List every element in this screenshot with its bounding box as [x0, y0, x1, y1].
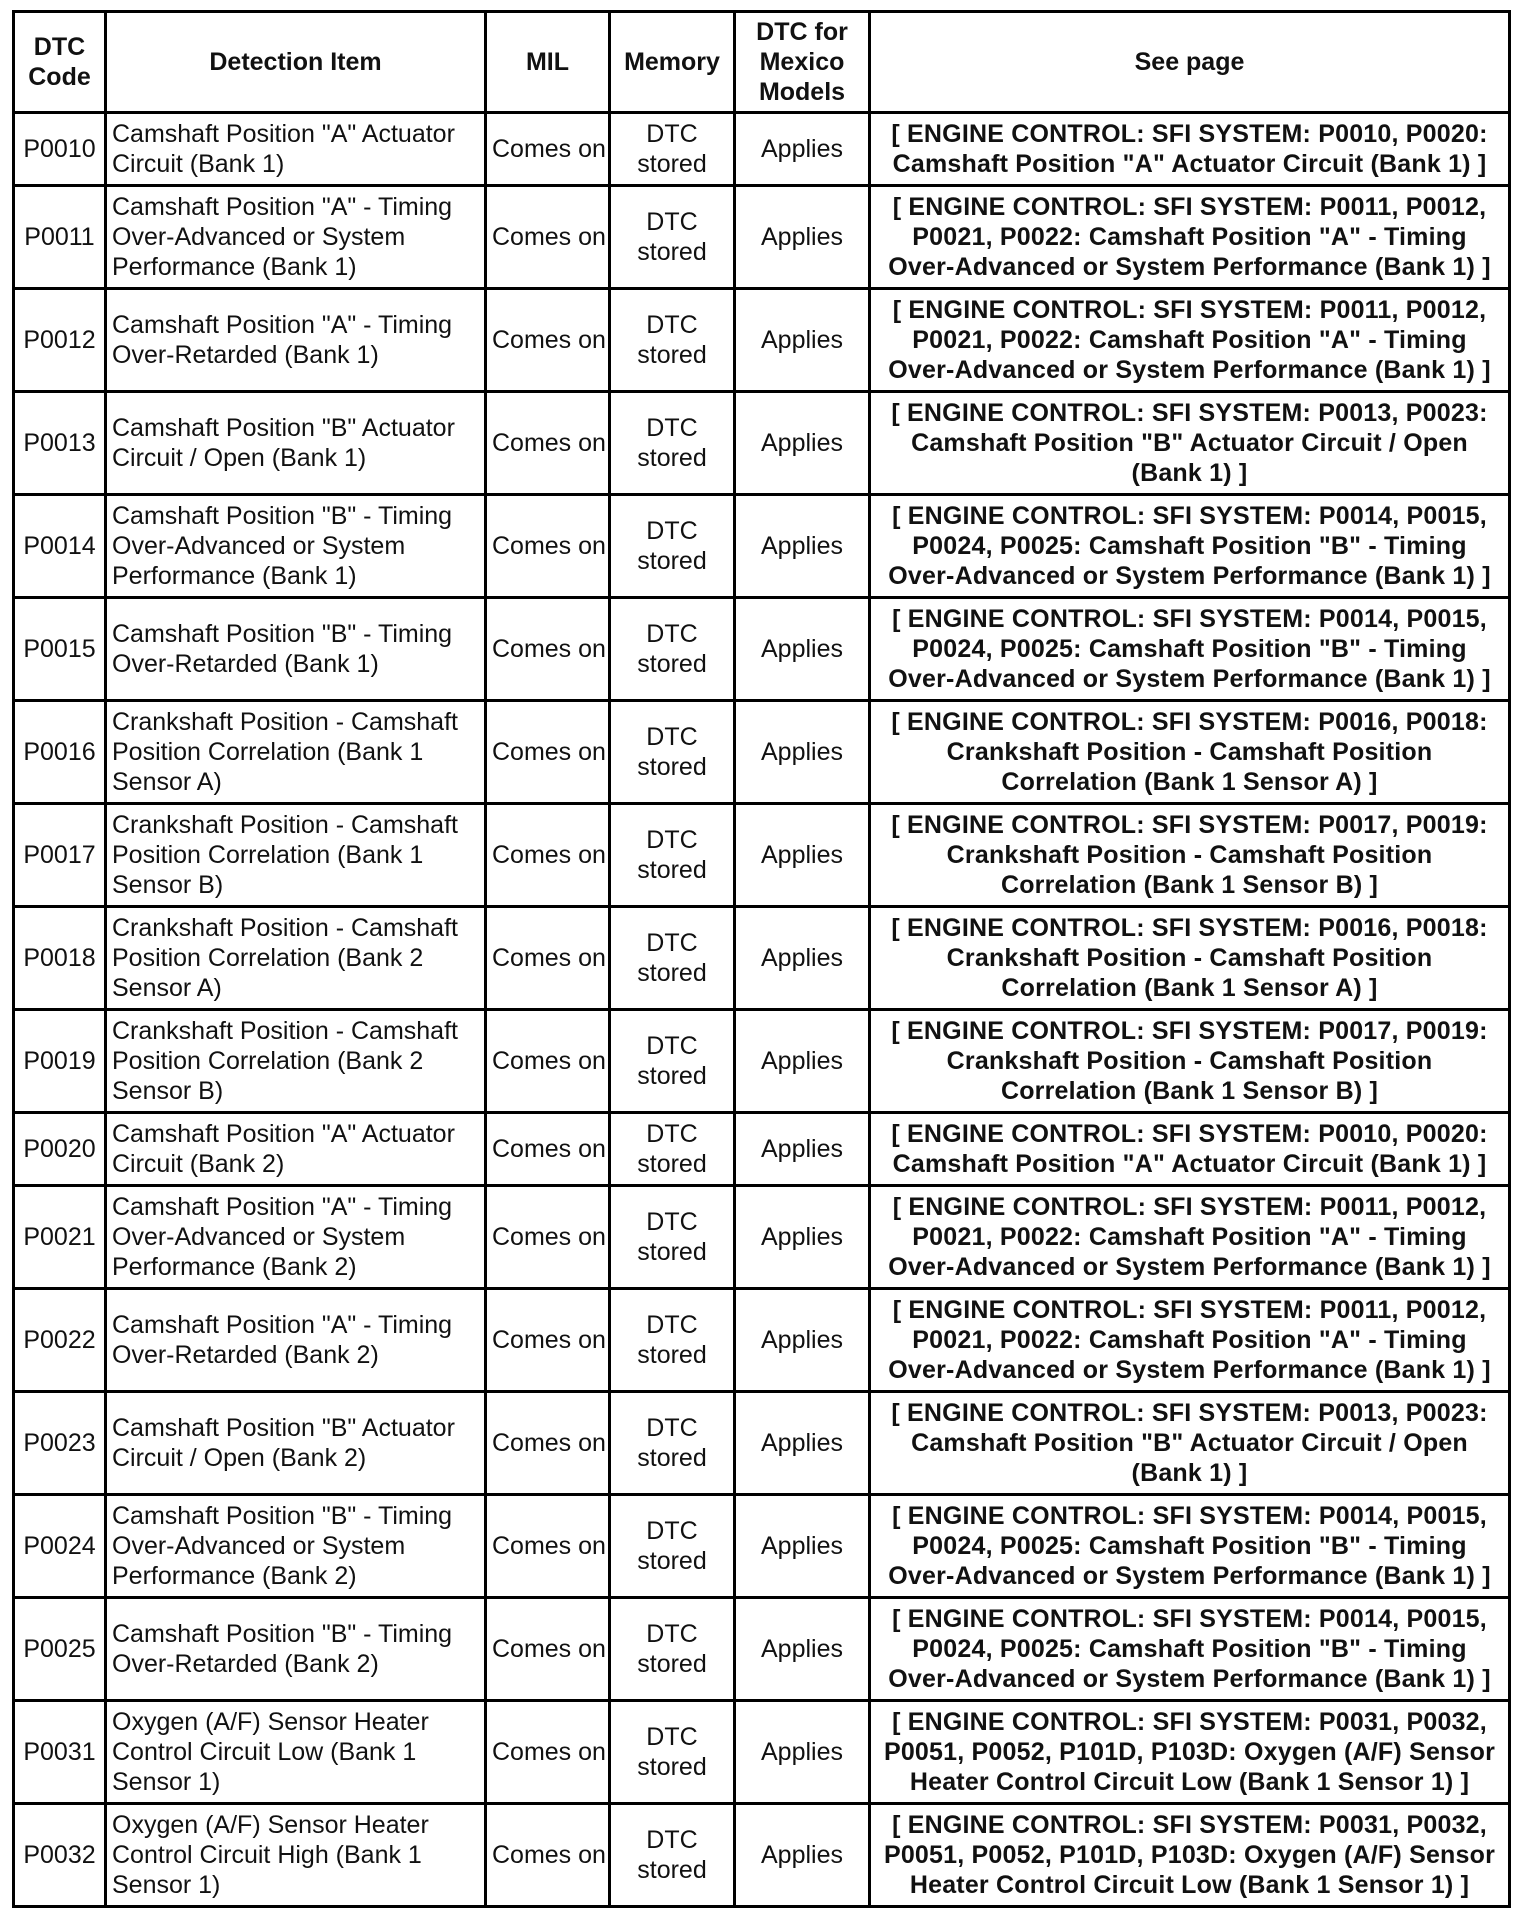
header-mexico: DTC for Mexico Models [735, 12, 870, 113]
mexico-cell: Applies [735, 1010, 870, 1113]
mil-cell: Comes on [486, 1598, 610, 1701]
memory-cell: DTC stored [610, 1392, 735, 1495]
memory-cell: DTC stored [610, 598, 735, 701]
table-row [14, 186, 1510, 289]
memory-cell: DTC stored [610, 1598, 735, 1701]
memory-cell: DTC stored [610, 1186, 735, 1289]
header-mil: MIL [486, 12, 610, 113]
dtc-table-body [14, 113, 1510, 1907]
mil-cell: Comes on [486, 1804, 610, 1907]
dtc-code-cell: P0010 [14, 113, 106, 186]
mexico-cell: Applies [735, 1701, 870, 1804]
header-see-page: See page [870, 12, 1510, 113]
mexico-cell: Applies [735, 598, 870, 701]
mil-cell: Comes on [486, 1495, 610, 1598]
header-dtc-code: DTC Code [14, 12, 106, 113]
detection-item-cell: Camshaft Position "B" - Timing Over-Advanced or System Performance (Bank 2) [106, 1495, 486, 1598]
mexico-cell: Applies [735, 804, 870, 907]
mil-cell: Comes on [486, 1701, 610, 1804]
mil-cell: Comes on [486, 1289, 610, 1392]
dtc-code-cell: P0020 [14, 1113, 106, 1186]
table-row [14, 1701, 1510, 1804]
mil-cell: Comes on [486, 495, 610, 598]
mil-cell: Comes on [486, 1010, 610, 1113]
table-row [14, 392, 1510, 495]
detection-item-cell: Camshaft Position "B" - Timing Over-Advanced or System Performance (Bank 1) [106, 495, 486, 598]
dtc-code-cell: P0016 [14, 701, 106, 804]
dtc-code-cell: P0022 [14, 1289, 106, 1392]
memory-cell: DTC stored [610, 495, 735, 598]
table-row [14, 1113, 1510, 1186]
mexico-cell: Applies [735, 495, 870, 598]
memory-cell: DTC stored [610, 186, 735, 289]
dtc-code-cell: P0014 [14, 495, 106, 598]
header-row [14, 12, 1510, 113]
see-page-cell: [ ENGINE CONTROL: SFI SYSTEM: P0017, P0019: Crankshaft Position - Camshaft Position Correlation (Bank 1 Sensor B) ] [870, 1010, 1510, 1113]
detection-item-cell: Oxygen (A/F) Sensor Heater Control Circuit High (Bank 1 Sensor 1) [106, 1804, 486, 1907]
mexico-cell: Applies [735, 289, 870, 392]
detection-item-cell: Crankshaft Position - Camshaft Position Correlation (Bank 1 Sensor A) [106, 701, 486, 804]
dtc-code-cell: P0024 [14, 1495, 106, 1598]
mil-cell: Comes on [486, 1186, 610, 1289]
mil-cell: Comes on [486, 289, 610, 392]
detection-item-cell: Camshaft Position "A" Actuator Circuit (Bank 1) [106, 113, 486, 186]
detection-item-cell: Camshaft Position "A" - Timing Over-Retarded (Bank 2) [106, 1289, 486, 1392]
memory-cell: DTC stored [610, 907, 735, 1010]
mil-cell: Comes on [486, 804, 610, 907]
detection-item-cell: Crankshaft Position - Camshaft Position Correlation (Bank 1 Sensor B) [106, 804, 486, 907]
table-row [14, 598, 1510, 701]
mil-cell: Comes on [486, 186, 610, 289]
mexico-cell: Applies [735, 701, 870, 804]
dtc-code-cell: P0019 [14, 1010, 106, 1113]
detection-item-cell: Camshaft Position "B" - Timing Over-Retarded (Bank 1) [106, 598, 486, 701]
dtc-code-cell: P0031 [14, 1701, 106, 1804]
detection-item-cell: Camshaft Position "A" Actuator Circuit (Bank 2) [106, 1113, 486, 1186]
memory-cell: DTC stored [610, 392, 735, 495]
see-page-cell: [ ENGINE CONTROL: SFI SYSTEM: P0010, P0020: Camshaft Position "A" Actuator Circuit (Bank 1) ] [870, 113, 1510, 186]
detection-item-cell: Camshaft Position "A" - Timing Over-Advanced or System Performance (Bank 2) [106, 1186, 486, 1289]
memory-cell: DTC stored [610, 1495, 735, 1598]
table-row [14, 495, 1510, 598]
dtc-code-cell: P0012 [14, 289, 106, 392]
table-row [14, 804, 1510, 907]
table-row [14, 1392, 1510, 1495]
detection-item-cell: Camshaft Position "A" - Timing Over-Retarded (Bank 1) [106, 289, 486, 392]
mexico-cell: Applies [735, 1804, 870, 1907]
dtc-code-cell: P0013 [14, 392, 106, 495]
mexico-cell: Applies [735, 113, 870, 186]
detection-item-cell: Crankshaft Position - Camshaft Position Correlation (Bank 2 Sensor A) [106, 907, 486, 1010]
detection-item-cell: Camshaft Position "B" Actuator Circuit / Open (Bank 2) [106, 1392, 486, 1495]
mexico-cell: Applies [735, 186, 870, 289]
mexico-cell: Applies [735, 1392, 870, 1495]
see-page-cell: [ ENGINE CONTROL: SFI SYSTEM: P0016, P0018: Crankshaft Position - Camshaft Position Correlation (Bank 1 Sensor A) ] [870, 701, 1510, 804]
table-row [14, 1010, 1510, 1113]
mexico-cell: Applies [735, 1598, 870, 1701]
header-detection-item: Detection Item [106, 12, 486, 113]
table-row [14, 701, 1510, 804]
mexico-cell: Applies [735, 1186, 870, 1289]
memory-cell: DTC stored [610, 1804, 735, 1907]
mil-cell: Comes on [486, 1113, 610, 1186]
see-page-cell: [ ENGINE CONTROL: SFI SYSTEM: P0011, P0012, P0021, P0022: Camshaft Position "A" - Timing Over-Advanced or System Performance (Bank 1) ] [870, 1186, 1510, 1289]
mil-cell: Comes on [486, 113, 610, 186]
dtc-code-cell: P0032 [14, 1804, 106, 1907]
memory-cell: DTC stored [610, 804, 735, 907]
header-memory: Memory [610, 12, 735, 113]
memory-cell: DTC stored [610, 113, 735, 186]
see-page-cell: [ ENGINE CONTROL: SFI SYSTEM: P0010, P0020: Camshaft Position "A" Actuator Circuit (Bank 1) ] [870, 1113, 1510, 1186]
memory-cell: DTC stored [610, 1113, 735, 1186]
detection-item-cell: Oxygen (A/F) Sensor Heater Control Circuit Low (Bank 1 Sensor 1) [106, 1701, 486, 1804]
dtc-code-cell: P0021 [14, 1186, 106, 1289]
mil-cell: Comes on [486, 392, 610, 495]
see-page-cell: [ ENGINE CONTROL: SFI SYSTEM: P0017, P0019: Crankshaft Position - Camshaft Position Correlation (Bank 1 Sensor B) ] [870, 804, 1510, 907]
detection-item-cell: Camshaft Position "B" Actuator Circuit / Open (Bank 1) [106, 392, 486, 495]
see-page-cell: [ ENGINE CONTROL: SFI SYSTEM: P0031, P0032, P0051, P0052, P101D, P103D: Oxygen (A/F) Sensor Heater Control Circuit Low (Bank 1 Sensor 1) ] [870, 1701, 1510, 1804]
mil-cell: Comes on [486, 907, 610, 1010]
see-page-cell: [ ENGINE CONTROL: SFI SYSTEM: P0013, P0023: Camshaft Position "B" Actuator Circuit / Open (Bank 1) ] [870, 1392, 1510, 1495]
table-row [14, 1289, 1510, 1392]
table-row [14, 1804, 1510, 1907]
mexico-cell: Applies [735, 907, 870, 1010]
memory-cell: DTC stored [610, 1010, 735, 1113]
dtc-code-cell: P0018 [14, 907, 106, 1010]
table-row [14, 907, 1510, 1010]
memory-cell: DTC stored [610, 701, 735, 804]
see-page-cell: [ ENGINE CONTROL: SFI SYSTEM: P0014, P0015, P0024, P0025: Camshaft Position "B" - Timing Over-Advanced or System Performance (Bank 1) ] [870, 495, 1510, 598]
see-page-cell: [ ENGINE CONTROL: SFI SYSTEM: P0011, P0012, P0021, P0022: Camshaft Position "A" - Timing Over-Advanced or System Performance (Bank 1) ] [870, 1289, 1510, 1392]
mexico-cell: Applies [735, 1289, 870, 1392]
dtc-code-cell: P0011 [14, 186, 106, 289]
table-row [14, 289, 1510, 392]
see-page-cell: [ ENGINE CONTROL: SFI SYSTEM: P0031, P0032, P0051, P0052, P101D, P103D: Oxygen (A/F) Sensor Heater Control Circuit Low (Bank 1 Sensor 1) ] [870, 1804, 1510, 1907]
see-page-cell: [ ENGINE CONTROL: SFI SYSTEM: P0011, P0012, P0021, P0022: Camshaft Position "A" - Timing Over-Advanced or System Performance (Bank 1) ] [870, 289, 1510, 392]
detection-item-cell: Camshaft Position "B" - Timing Over-Retarded (Bank 2) [106, 1598, 486, 1701]
memory-cell: DTC stored [610, 1701, 735, 1804]
memory-cell: DTC stored [610, 1289, 735, 1392]
table-row [14, 1186, 1510, 1289]
dtc-code-cell: P0017 [14, 804, 106, 907]
detection-item-cell: Camshaft Position "A" - Timing Over-Advanced or System Performance (Bank 1) [106, 186, 486, 289]
mexico-cell: Applies [735, 392, 870, 495]
dtc-code-cell: P0023 [14, 1392, 106, 1495]
dtc-code-cell: P0025 [14, 1598, 106, 1701]
see-page-cell: [ ENGINE CONTROL: SFI SYSTEM: P0011, P0012, P0021, P0022: Camshaft Position "A" - Timing Over-Advanced or System Performance (Bank 1) ] [870, 186, 1510, 289]
mil-cell: Comes on [486, 701, 610, 804]
see-page-cell: [ ENGINE CONTROL: SFI SYSTEM: P0014, P0015, P0024, P0025: Camshaft Position "B" - Timing Over-Advanced or System Performance (Bank 1) ] [870, 598, 1510, 701]
mil-cell: Comes on [486, 598, 610, 701]
detection-item-cell: Crankshaft Position - Camshaft Position Correlation (Bank 2 Sensor B) [106, 1010, 486, 1113]
dtc-code-cell: P0015 [14, 598, 106, 701]
table-row [14, 113, 1510, 186]
memory-cell: DTC stored [610, 289, 735, 392]
table-row [14, 1495, 1510, 1598]
table-row [14, 1598, 1510, 1701]
see-page-cell: [ ENGINE CONTROL: SFI SYSTEM: P0014, P0015, P0024, P0025: Camshaft Position "B" - Timing Over-Advanced or System Performance (Bank 1) ] [870, 1598, 1510, 1701]
see-page-cell: [ ENGINE CONTROL: SFI SYSTEM: P0014, P0015, P0024, P0025: Camshaft Position "B" - Timing Over-Advanced or System Performance (Bank 1) ] [870, 1495, 1510, 1598]
see-page-cell: [ ENGINE CONTROL: SFI SYSTEM: P0013, P0023: Camshaft Position "B" Actuator Circuit / Open (Bank 1) ] [870, 392, 1510, 495]
mil-cell: Comes on [486, 1392, 610, 1495]
dtc-table [12, 10, 1511, 1908]
mexico-cell: Applies [735, 1495, 870, 1598]
mexico-cell: Applies [735, 1113, 870, 1186]
see-page-cell: [ ENGINE CONTROL: SFI SYSTEM: P0016, P0018: Crankshaft Position - Camshaft Position Correlation (Bank 1 Sensor A) ] [870, 907, 1510, 1010]
